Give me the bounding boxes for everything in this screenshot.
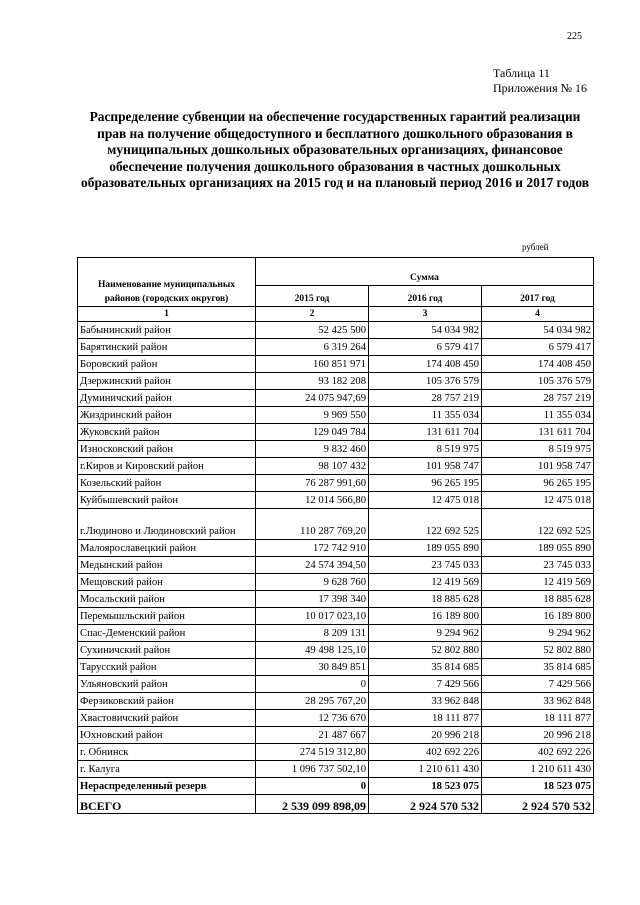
district-name: Медынский район [78, 557, 256, 574]
amount-2016: 12 475 018 [369, 492, 482, 509]
district-name: Козельский район [78, 475, 256, 492]
table-row [78, 727, 594, 744]
table-row [78, 424, 594, 441]
amount-2016: 2 924 570 532 [369, 795, 482, 814]
amount-2015: 274 519 312,80 [256, 744, 369, 761]
units-label: рублей [522, 242, 549, 252]
amount-2016: 18 885 628 [369, 591, 482, 608]
reserve-row [78, 778, 594, 795]
district-name: Малоярославецкий район [78, 540, 256, 557]
amount-2015: 10 017 023,10 [256, 608, 369, 625]
amount-2016: 7 429 566 [369, 676, 482, 693]
district-name: г.Людиново и Людиновский район [78, 509, 256, 540]
amount-2015: 12 014 566,80 [256, 492, 369, 509]
col-number: 2 [256, 307, 369, 322]
table-row [78, 659, 594, 676]
header-row [78, 258, 594, 286]
amount-2017: 18 111 877 [482, 710, 594, 727]
table-row [78, 625, 594, 642]
amount-2016: 20 996 218 [369, 727, 482, 744]
district-name: Жиздринский район [78, 407, 256, 424]
district-name: Сухиничский район [78, 642, 256, 659]
amount-2017: 8 519 975 [482, 441, 594, 458]
amount-2017: 174 408 450 [482, 356, 594, 373]
amount-2016: 12 419 569 [369, 574, 482, 591]
amount-2017: 1 210 611 430 [482, 761, 594, 778]
total-row [78, 795, 594, 814]
amount-2015: 24 574 394,50 [256, 557, 369, 574]
district-name: Куйбышевский район [78, 492, 256, 509]
amount-2015: 21 487 667 [256, 727, 369, 744]
amount-2016: 18 111 877 [369, 710, 482, 727]
district-name: Тарусский район [78, 659, 256, 676]
header-sum-col: Сумма [256, 258, 594, 286]
table-row [78, 608, 594, 625]
amount-2017: 9 294 962 [482, 625, 594, 642]
amount-2015: 1 096 737 502,10 [256, 761, 369, 778]
district-name: Нераспределенный резерв [78, 778, 256, 795]
amount-2017: 2 924 570 532 [482, 795, 594, 814]
amount-2016: 101 958 747 [369, 458, 482, 475]
amount-2015: 49 498 125,10 [256, 642, 369, 659]
amount-2017: 35 814 685 [482, 659, 594, 676]
district-name: Барятинский район [78, 339, 256, 356]
amount-2016: 9 294 962 [369, 625, 482, 642]
amount-2015: 110 287 769,20 [256, 509, 369, 540]
district-name: г. Обнинск [78, 744, 256, 761]
amount-2016: 174 408 450 [369, 356, 482, 373]
amount-2015: 160 851 971 [256, 356, 369, 373]
district-name: Юхновский район [78, 727, 256, 744]
amount-2017: 189 055 890 [482, 540, 594, 557]
amount-2017: 16 189 800 [482, 608, 594, 625]
header-year-2016: 2016 год [369, 286, 482, 307]
amount-2016: 16 189 800 [369, 608, 482, 625]
amount-2017: 12 475 018 [482, 492, 594, 509]
amount-2017: 131 611 704 [482, 424, 594, 441]
table-row [78, 540, 594, 557]
table-ref: Таблица 11 [493, 66, 550, 80]
amount-2015: 8 209 131 [256, 625, 369, 642]
district-name: Ульяновский район [78, 676, 256, 693]
table-row [78, 339, 594, 356]
amount-2016: 6 579 417 [369, 339, 482, 356]
column-numbers-row [78, 307, 594, 322]
col-number: 3 [369, 307, 482, 322]
table-row [78, 509, 594, 540]
district-name: Мосальский район [78, 591, 256, 608]
table-row [78, 710, 594, 727]
table-row [78, 441, 594, 458]
document-title: Распределение субвенции на обеспечение государственных гарантий реализации прав на получение общедоступного и бесплатного дошкольного образования в муниципальных дошкольных образовательных организациях, финансовое обеспечение получения дошкольного образования в частных дошкольных образовательных организациях на 2015 год и на плановый период 2016 и 2017 годов [81, 109, 589, 191]
table-row [78, 475, 594, 492]
amount-2017: 96 265 195 [482, 475, 594, 492]
amount-2016: 35 814 685 [369, 659, 482, 676]
amount-2017: 7 429 566 [482, 676, 594, 693]
table-row [78, 676, 594, 693]
district-name: Боровский район [78, 356, 256, 373]
district-name: г.Киров и Кировский район [78, 458, 256, 475]
table-reference [493, 66, 587, 96]
amount-2017: 28 757 219 [482, 390, 594, 407]
district-name: Думиничский район [78, 390, 256, 407]
amount-2016: 8 519 975 [369, 441, 482, 458]
district-name: г. Калуга [78, 761, 256, 778]
amount-2017: 52 802 880 [482, 642, 594, 659]
amount-2017: 105 376 579 [482, 373, 594, 390]
amount-2017: 402 692 226 [482, 744, 594, 761]
amount-2016: 131 611 704 [369, 424, 482, 441]
table-row [78, 744, 594, 761]
amount-2015: 0 [256, 676, 369, 693]
table-row [78, 322, 594, 339]
table-row [78, 356, 594, 373]
amount-2015: 9 832 460 [256, 441, 369, 458]
amount-2016: 28 757 219 [369, 390, 482, 407]
table-row [78, 693, 594, 710]
amount-2017: 54 034 982 [482, 322, 594, 339]
amount-2015: 76 287 991,60 [256, 475, 369, 492]
amount-2016: 54 034 982 [369, 322, 482, 339]
amount-2015: 17 398 340 [256, 591, 369, 608]
table-row [78, 642, 594, 659]
district-name: Мещовский район [78, 574, 256, 591]
amount-2015: 2 539 099 898,09 [256, 795, 369, 814]
amount-2016: 11 355 034 [369, 407, 482, 424]
table-row [78, 557, 594, 574]
amount-2017: 122 692 525 [482, 509, 594, 540]
amount-2016: 18 523 075 [369, 778, 482, 795]
amount-2016: 52 802 880 [369, 642, 482, 659]
table-row [78, 761, 594, 778]
table-row [78, 574, 594, 591]
amount-2017: 18 885 628 [482, 591, 594, 608]
amount-2015: 6 319 264 [256, 339, 369, 356]
page-number: 225 [567, 31, 582, 42]
amount-2016: 105 376 579 [369, 373, 482, 390]
table-row [78, 407, 594, 424]
amount-2015: 28 295 767,20 [256, 693, 369, 710]
amount-2015: 0 [256, 778, 369, 795]
amount-2016: 96 265 195 [369, 475, 482, 492]
amount-2017: 33 962 848 [482, 693, 594, 710]
subvention-table [77, 257, 594, 814]
amount-2015: 52 425 500 [256, 322, 369, 339]
amount-2016: 189 055 890 [369, 540, 482, 557]
amount-2017: 18 523 075 [482, 778, 594, 795]
table-row [78, 458, 594, 475]
amount-2015: 98 107 432 [256, 458, 369, 475]
amount-2017: 12 419 569 [482, 574, 594, 591]
header-year-2017: 2017 год [482, 286, 594, 307]
header-name-col: Наименование муниципальных районов (городских округов) [78, 258, 256, 307]
district-name: Спас-Деменский район [78, 625, 256, 642]
amount-2015: 12 736 670 [256, 710, 369, 727]
amount-2015: 129 049 784 [256, 424, 369, 441]
appendix-ref: Приложения № 16 [493, 81, 588, 95]
amount-2016: 33 962 848 [369, 693, 482, 710]
amount-2016: 122 692 525 [369, 509, 482, 540]
table-row [78, 492, 594, 509]
amount-2015: 172 742 910 [256, 540, 369, 557]
amount-2016: 23 745 033 [369, 557, 482, 574]
district-name: Перемышльский район [78, 608, 256, 625]
amount-2015: 24 075 947,69 [256, 390, 369, 407]
amount-2016: 402 692 226 [369, 744, 482, 761]
district-name: ВСЕГО [78, 795, 256, 814]
amount-2017: 11 355 034 [482, 407, 594, 424]
district-name: Хвастовичский район [78, 710, 256, 727]
table-row [78, 373, 594, 390]
amount-2017: 101 958 747 [482, 458, 594, 475]
amount-2015: 93 182 208 [256, 373, 369, 390]
district-name: Дзержинский район [78, 373, 256, 390]
table-row [78, 591, 594, 608]
amount-2015: 9 628 760 [256, 574, 369, 591]
amount-2017: 6 579 417 [482, 339, 594, 356]
district-name: Бабынинский район [78, 322, 256, 339]
amount-2017: 20 996 218 [482, 727, 594, 744]
col-number: 4 [482, 307, 594, 322]
table-row [78, 390, 594, 407]
amount-2017: 23 745 033 [482, 557, 594, 574]
district-name: Износковский район [78, 441, 256, 458]
header-year-2015: 2015 год [256, 286, 369, 307]
district-name: Ферзиковский район [78, 693, 256, 710]
amount-2016: 1 210 611 430 [369, 761, 482, 778]
amount-2015: 9 969 550 [256, 407, 369, 424]
col-number: 1 [78, 307, 256, 322]
district-name: Жуковский район [78, 424, 256, 441]
amount-2015: 30 849 851 [256, 659, 369, 676]
